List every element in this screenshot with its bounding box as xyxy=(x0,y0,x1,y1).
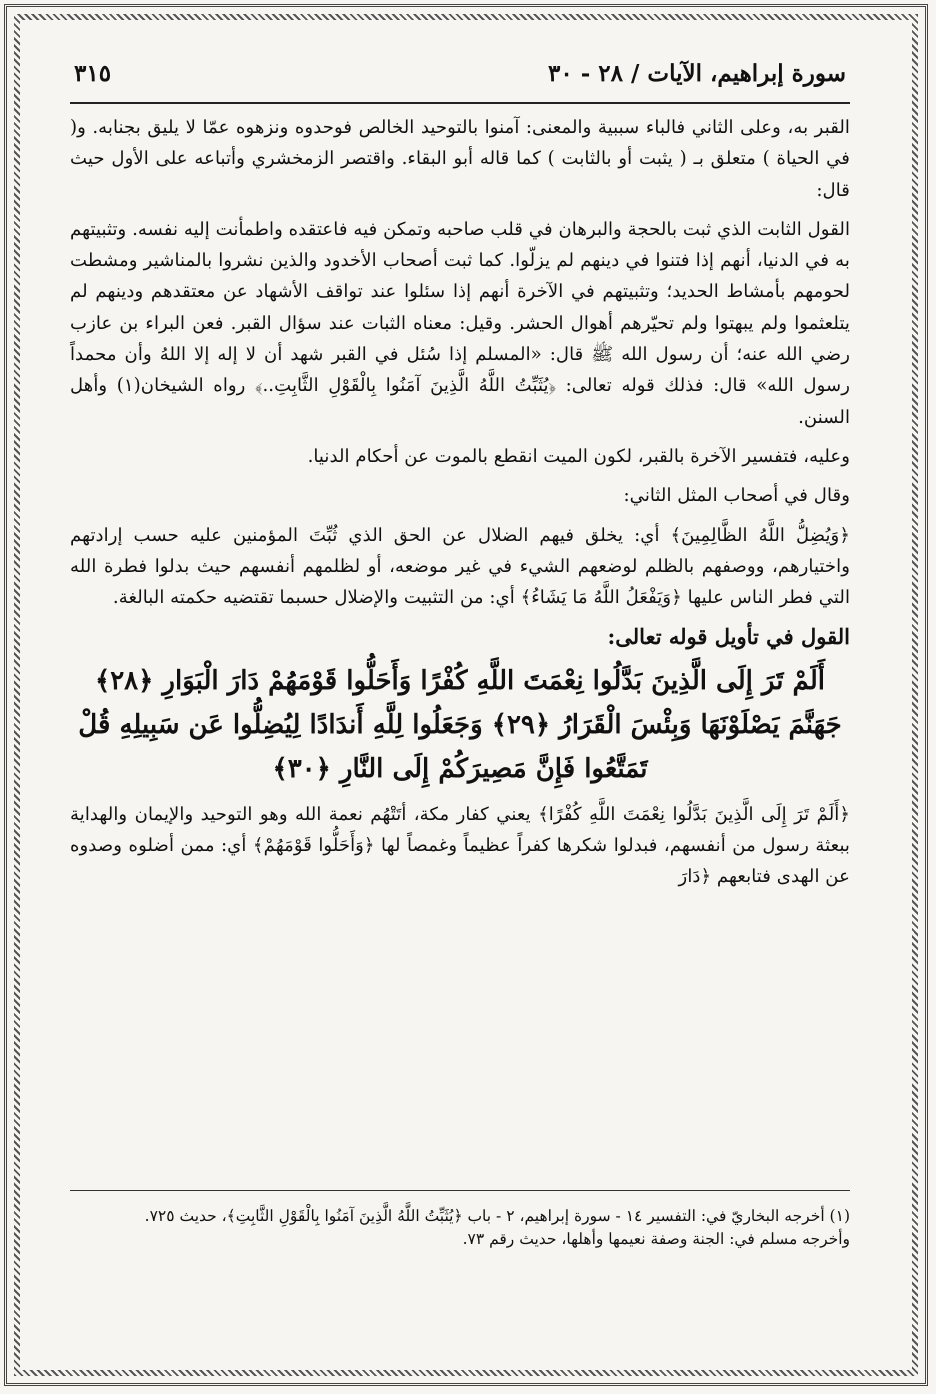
paragraph-1: القبر به، وعلى الثاني فالباء سببية والمعنى: آمنوا بالتوحيد الخالص فوحدوه ونزهوه عمّا لا يليق بجنابه. و( في الحياة ) متعلق بـ ( يثبت أو بالثابت ) كما قاله أبو البقاء. واقتصر الزمخشري وأتباعه على الأول حيث قال: xyxy=(70,117,850,201)
footnote-2: وأخرجه مسلم في: الجنة وصفة نعيمها وأهلها، حديث رقم ٧٣. xyxy=(462,1230,850,1248)
paragraph-2: القول الثابت الذي ثبت بالحجة والبرهان في قلب صاحبه وتمكن فيه فاعتقده واطمأنت إليه نفسه. وتثبيتهم به في الدنيا، أنهم إذا فتنوا في دينهم لم يزلّوا. كما ثبت أصحاب الأخدود والذين نشروا بالمناشير ومشطت لحومهم بأمشاط الحديد؛ وتثبيتهم في الآخرة أنهم إذا سئلوا عند تواقف الأشهاد عن معتقدهم ودينهم لم يتلعثموا ولم يبهتوا ولم تحيّرهم أهوال الحشر. وقيل: معناه الثبات عند سؤال القبر. فعن البراء بن عازب رضي الله عنه؛ أن رسول الله ﷺ قال: «المسلم إذا سُئل في القبر شهد أن لا إله إلا اللهُ وأن محمداً رسول الله» قال: فذلك قوله تعالى: ﴿يُثَبِّتُ اللَّهُ الَّذِينَ آمَنُوا بِالْقَوْلِ الثَّابِتِ..﴾ رواه الشيخان(١) وأهل السنن. xyxy=(70,218,851,428)
section-heading: القول في تأويل قوله تعالى: xyxy=(607,624,850,650)
surah-header: سورة إبراهيم، الآيات / ٢٨ - ٣٠ xyxy=(548,60,846,87)
book-page xyxy=(70,60,850,1360)
footnote-1: (١) أخرجه البخاريّ في: التفسير ١٤ - سورة إبراهيم، ٢ - باب ﴿يُثَبِّتُ اللَّهُ الَّذِينَ آمَنُوا بِالْقَوْلِ الثَّابِتِ﴾، حديث ٧٢٥. xyxy=(144,1207,850,1225)
paragraph-4: وقال في أصحاب المثل الثاني: xyxy=(623,485,850,507)
paragraph-6: ﴿أَلَمْ تَرَ إِلَى الَّذِينَ بَدَّلُوا نِعْمَتَ اللَّهِ كُفْرًا﴾ يعني كفار مكة، أتَتْهُم نعمة الله وهو التوحيد والإيمان والهداية ببعثة رسول من أنفسهم، فبدلوا شكرها كفراً عظيماً وغمصاً لها ﴿وَأَحَلُّوا قَوْمَهُمْ﴾ أي: ممن أضلوه وصدوه عن الهدى فتابعهم ﴿دَارَ xyxy=(70,803,850,888)
running-header xyxy=(70,60,850,104)
paragraph-3: وعليه، فتفسير الآخرة بالقبر، لكون الميت انقطع بالموت عن أحكام الدنيا. xyxy=(307,445,850,467)
main-text xyxy=(70,112,850,893)
footnotes xyxy=(70,1190,850,1251)
page-number: ٣١٥ xyxy=(74,60,112,87)
paragraph-5: ﴿وَيُضِلُّ اللَّهُ الظَّالِمِينَ﴾ أي: يخلق فيهم الضلال عن الحق الذي ثُبِّتَ المؤمنين عليه حسب إرادتهم واختيارهم، ووصفهم بالظلم لوضعهم الشيء في غير موضعه، أو لظلمهم أنفسهم حيث بدلوا فطرة الله التي فطر الناس عليها ﴿وَيَفْعَلُ اللَّهُ مَا يَشَاءُ﴾ أي: من التثبيت والإضلال حسبما تقتضيه حكمته البالغة. xyxy=(70,524,850,609)
quran-verses: أَلَمْ تَرَ إِلَى الَّذِينَ بَدَّلُوا نِعْمَتَ اللَّهِ كُفْرًا وَأَحَلُّوا قَوْمَهُمْ دَارَ الْبَوَارِ ﴿٢٨﴾ جَهَنَّمَ يَصْلَوْنَهَا وَبِئْسَ الْقَرَارُ ﴿٢٩﴾ وَجَعَلُوا لِلَّهِ أَندَادًا لِيُضِلُّوا عَن سَبِيلِهِ قُلْ تَمَتَّعُوا فَإِنَّ مَصِيرَكُمْ إِلَى النَّارِ ﴿٣٠﴾ xyxy=(78,665,842,784)
